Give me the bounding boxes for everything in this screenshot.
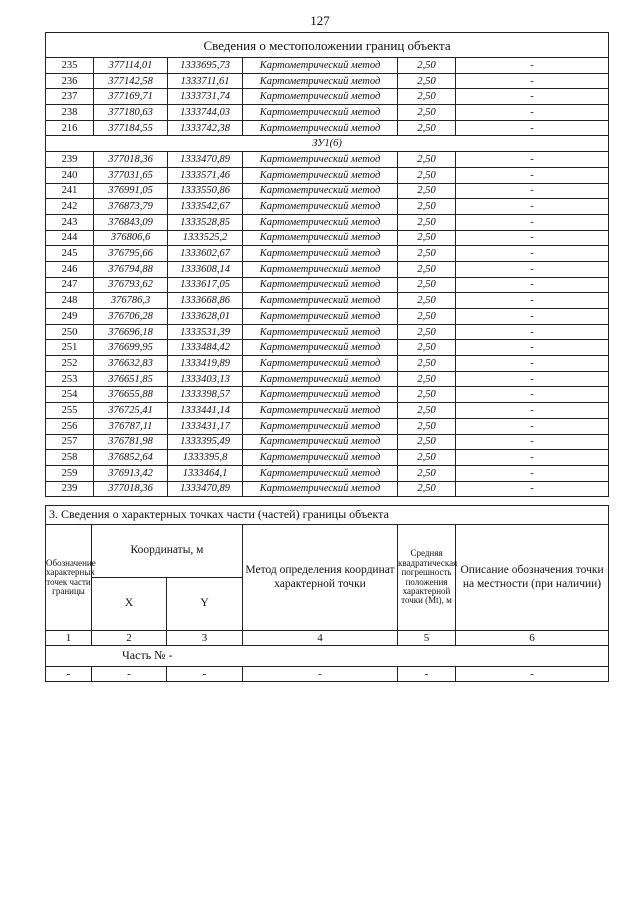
accuracy-cell: 2,50 bbox=[398, 105, 456, 121]
point-number: 258 bbox=[46, 450, 94, 466]
description-cell: - bbox=[456, 387, 609, 403]
point-number: 256 bbox=[46, 418, 94, 434]
accuracy-cell: 2,50 bbox=[398, 434, 456, 450]
method-cell: Картометрический метод bbox=[243, 261, 398, 277]
column-number: 2 bbox=[92, 631, 167, 646]
description-cell: - bbox=[456, 214, 609, 230]
part-label: Часть № - bbox=[46, 646, 609, 667]
accuracy-cell: 2,50 bbox=[398, 277, 456, 293]
point-number: 239 bbox=[46, 152, 94, 168]
table-row bbox=[46, 324, 609, 340]
table-row bbox=[46, 340, 609, 356]
table-row bbox=[46, 105, 609, 121]
accuracy-cell: 2,50 bbox=[398, 152, 456, 168]
column-number: 6 bbox=[456, 631, 609, 646]
coord-y: 1333711,61 bbox=[168, 73, 243, 89]
table-row bbox=[46, 230, 609, 246]
column-number: 1 bbox=[46, 631, 92, 646]
coord-y: 1333550,86 bbox=[168, 183, 243, 199]
method-cell: Картометрический метод bbox=[243, 309, 398, 325]
coord-x: 376725,41 bbox=[94, 403, 168, 419]
accuracy-cell: 2,50 bbox=[398, 246, 456, 262]
coord-x: 376794,88 bbox=[94, 261, 168, 277]
table-row bbox=[46, 246, 609, 262]
description-cell: - bbox=[456, 340, 609, 356]
method-cell: Картометрический метод bbox=[243, 450, 398, 466]
table-row bbox=[46, 199, 609, 215]
accuracy-cell: 2,50 bbox=[398, 309, 456, 325]
header-point-designation: Обозначение характерных точек части границы bbox=[46, 525, 92, 631]
table-row bbox=[46, 434, 609, 450]
point-number: 257 bbox=[46, 434, 94, 450]
coord-y: 1333470,89 bbox=[168, 481, 243, 497]
table-row bbox=[46, 418, 609, 434]
header-description: Описание обозначения точки на местности (при наличии) bbox=[456, 525, 609, 631]
coord-y: 1333525,2 bbox=[168, 230, 243, 246]
description-cell: - bbox=[456, 418, 609, 434]
description-cell: - bbox=[456, 356, 609, 372]
empty-cell: - bbox=[398, 667, 456, 682]
description-cell: - bbox=[456, 481, 609, 497]
accuracy-cell: 2,50 bbox=[398, 371, 456, 387]
table-row bbox=[46, 293, 609, 309]
method-cell: Картометрический метод bbox=[243, 418, 398, 434]
coord-y: 1333617,05 bbox=[168, 277, 243, 293]
table-row bbox=[46, 214, 609, 230]
method-cell: Картометрический метод bbox=[243, 371, 398, 387]
description-cell: - bbox=[456, 183, 609, 199]
empty-cell: - bbox=[46, 667, 92, 682]
method-cell: Картометрический метод bbox=[243, 324, 398, 340]
coord-x: 377180,63 bbox=[94, 105, 168, 121]
point-number: 246 bbox=[46, 261, 94, 277]
accuracy-cell: 2,50 bbox=[398, 89, 456, 105]
coord-x: 377114,01 bbox=[94, 58, 168, 74]
page-number: 127 bbox=[310, 13, 330, 28]
method-cell: Картометрический метод bbox=[243, 434, 398, 450]
method-cell: Картометрический метод bbox=[243, 246, 398, 262]
table-title: Сведения о местоположении границ объекта bbox=[46, 33, 609, 58]
coord-y: 1333464,1 bbox=[168, 465, 243, 481]
coord-x: 376655,88 bbox=[94, 387, 168, 403]
description-cell: - bbox=[456, 230, 609, 246]
description-cell: - bbox=[456, 465, 609, 481]
description-cell: - bbox=[456, 293, 609, 309]
table-row bbox=[46, 152, 609, 168]
point-number: 259 bbox=[46, 465, 94, 481]
method-cell: Картометрический метод bbox=[243, 277, 398, 293]
point-number: 242 bbox=[46, 199, 94, 215]
method-cell: Картометрический метод bbox=[243, 293, 398, 309]
method-cell: Картометрический метод bbox=[243, 199, 398, 215]
coord-x: 377018,36 bbox=[94, 152, 168, 168]
accuracy-cell: 2,50 bbox=[398, 261, 456, 277]
coord-x: 376781,98 bbox=[94, 434, 168, 450]
point-number: 248 bbox=[46, 293, 94, 309]
method-cell: Картометрический метод bbox=[243, 340, 398, 356]
point-number: 249 bbox=[46, 309, 94, 325]
section-title: 3. Сведения о характерных точках части (частей) границы объекта bbox=[46, 506, 609, 525]
coord-x: 376843,09 bbox=[94, 214, 168, 230]
description-cell: - bbox=[456, 324, 609, 340]
coord-x: 377169,71 bbox=[94, 89, 168, 105]
method-cell: Картометрический метод bbox=[243, 356, 398, 372]
description-cell: - bbox=[456, 371, 609, 387]
header-coordinates: Координаты, м bbox=[92, 525, 243, 578]
method-cell: Картометрический метод bbox=[243, 214, 398, 230]
description-cell: - bbox=[456, 120, 609, 136]
coord-x: 376787,11 bbox=[94, 418, 168, 434]
coord-y: 1333470,89 bbox=[168, 152, 243, 168]
coord-x: 376852,64 bbox=[94, 450, 168, 466]
accuracy-cell: 2,50 bbox=[398, 340, 456, 356]
column-number: 3 bbox=[167, 631, 243, 646]
method-cell: Картометрический метод bbox=[243, 183, 398, 199]
point-number: 236 bbox=[46, 73, 94, 89]
accuracy-cell: 2,50 bbox=[398, 214, 456, 230]
coord-y: 1333441,14 bbox=[168, 403, 243, 419]
part-points-table bbox=[45, 505, 609, 682]
coord-y: 1333695,73 bbox=[168, 58, 243, 74]
coord-y: 1333542,67 bbox=[168, 199, 243, 215]
accuracy-cell: 2,50 bbox=[398, 387, 456, 403]
description-cell: - bbox=[456, 246, 609, 262]
coord-y: 1333403,13 bbox=[168, 371, 243, 387]
accuracy-cell: 2,50 bbox=[398, 481, 456, 497]
method-cell: Картометрический метод bbox=[243, 230, 398, 246]
table-row bbox=[46, 277, 609, 293]
coord-y: 1333395,49 bbox=[168, 434, 243, 450]
coord-x: 376696,18 bbox=[94, 324, 168, 340]
method-cell: Картометрический метод bbox=[243, 73, 398, 89]
coord-x: 376786,3 bbox=[94, 293, 168, 309]
header-method: Метод определения координат характерной точки bbox=[243, 525, 398, 631]
point-number: 253 bbox=[46, 371, 94, 387]
coord-x: 376793,62 bbox=[94, 277, 168, 293]
table-row bbox=[46, 89, 609, 105]
accuracy-cell: 2,50 bbox=[398, 183, 456, 199]
coord-y: 1333742,38 bbox=[168, 120, 243, 136]
method-cell: Картометрический метод bbox=[243, 105, 398, 121]
accuracy-cell: 2,50 bbox=[398, 73, 456, 89]
coord-y: 1333419,89 bbox=[168, 356, 243, 372]
coord-x: 376873,79 bbox=[94, 199, 168, 215]
table-row bbox=[46, 261, 609, 277]
point-number: 238 bbox=[46, 105, 94, 121]
header-y: Y bbox=[167, 578, 243, 631]
description-cell: - bbox=[456, 199, 609, 215]
empty-cell: - bbox=[167, 667, 243, 682]
table-row bbox=[46, 183, 609, 199]
column-number: 4 bbox=[243, 631, 398, 646]
table-row bbox=[46, 58, 609, 74]
column-number: 5 bbox=[398, 631, 456, 646]
point-number: 252 bbox=[46, 356, 94, 372]
coord-y: 1333571,46 bbox=[168, 167, 243, 183]
coord-y: 1333608,14 bbox=[168, 261, 243, 277]
table-row bbox=[46, 356, 609, 372]
point-number: 237 bbox=[46, 89, 94, 105]
boundary-points-table bbox=[45, 32, 609, 497]
coord-x: 377031,65 bbox=[94, 167, 168, 183]
accuracy-cell: 2,50 bbox=[398, 199, 456, 215]
accuracy-cell: 2,50 bbox=[398, 450, 456, 466]
table-row bbox=[46, 403, 609, 419]
description-cell: - bbox=[456, 58, 609, 74]
coord-x: 376699,95 bbox=[94, 340, 168, 356]
description-cell: - bbox=[456, 309, 609, 325]
point-number: 243 bbox=[46, 214, 94, 230]
group-label: ЗУ1(6) bbox=[46, 136, 609, 152]
description-cell: - bbox=[456, 152, 609, 168]
point-number: 245 bbox=[46, 246, 94, 262]
description-cell: - bbox=[456, 167, 609, 183]
accuracy-cell: 2,50 bbox=[398, 167, 456, 183]
point-number: 250 bbox=[46, 324, 94, 340]
method-cell: Картометрический метод bbox=[243, 387, 398, 403]
method-cell: Картометрический метод bbox=[243, 58, 398, 74]
coord-x: 376651,85 bbox=[94, 371, 168, 387]
method-cell: Картометрический метод bbox=[243, 167, 398, 183]
method-cell: Картометрический метод bbox=[243, 481, 398, 497]
description-cell: - bbox=[456, 277, 609, 293]
point-number: 254 bbox=[46, 387, 94, 403]
coord-y: 1333744,03 bbox=[168, 105, 243, 121]
table-row bbox=[46, 73, 609, 89]
table-row bbox=[46, 465, 609, 481]
coord-y: 1333628,01 bbox=[168, 309, 243, 325]
method-cell: Картометрический метод bbox=[243, 89, 398, 105]
accuracy-cell: 2,50 bbox=[398, 324, 456, 340]
empty-cell: - bbox=[243, 667, 398, 682]
table-row bbox=[46, 371, 609, 387]
coord-x: 376632,83 bbox=[94, 356, 168, 372]
coord-x: 376991,05 bbox=[94, 183, 168, 199]
description-cell: - bbox=[456, 403, 609, 419]
table-row bbox=[46, 450, 609, 466]
point-number: 247 bbox=[46, 277, 94, 293]
point-number: 240 bbox=[46, 167, 94, 183]
coord-y: 1333668,86 bbox=[168, 293, 243, 309]
coord-x: 376706,28 bbox=[94, 309, 168, 325]
description-cell: - bbox=[456, 261, 609, 277]
accuracy-cell: 2,50 bbox=[398, 418, 456, 434]
coord-y: 1333395,8 bbox=[168, 450, 243, 466]
point-number: 216 bbox=[46, 120, 94, 136]
coord-x: 377142,58 bbox=[94, 73, 168, 89]
coord-y: 1333528,85 bbox=[168, 214, 243, 230]
coord-y: 1333398,57 bbox=[168, 387, 243, 403]
point-number: 241 bbox=[46, 183, 94, 199]
method-cell: Картометрический метод bbox=[243, 120, 398, 136]
header-accuracy: Средняя квадратическая погрешность положения характерной точки (Mt), м bbox=[398, 525, 456, 631]
point-number: 255 bbox=[46, 403, 94, 419]
accuracy-cell: 2,50 bbox=[398, 293, 456, 309]
coord-y: 1333531,39 bbox=[168, 324, 243, 340]
description-cell: - bbox=[456, 450, 609, 466]
method-cell: Картометрический метод bbox=[243, 403, 398, 419]
coord-x: 377184,55 bbox=[94, 120, 168, 136]
coord-x: 377018,36 bbox=[94, 481, 168, 497]
table-row bbox=[46, 481, 609, 497]
coord-x: 376795,66 bbox=[94, 246, 168, 262]
accuracy-cell: 2,50 bbox=[398, 120, 456, 136]
coord-y: 1333431,17 bbox=[168, 418, 243, 434]
coord-y: 1333731,74 bbox=[168, 89, 243, 105]
accuracy-cell: 2,50 bbox=[398, 58, 456, 74]
point-number: 251 bbox=[46, 340, 94, 356]
header-x: X bbox=[92, 578, 167, 631]
table-row bbox=[46, 120, 609, 136]
empty-cell: - bbox=[92, 667, 167, 682]
table-row bbox=[46, 167, 609, 183]
description-cell: - bbox=[456, 89, 609, 105]
coord-x: 376806,6 bbox=[94, 230, 168, 246]
point-number: 244 bbox=[46, 230, 94, 246]
point-number: 235 bbox=[46, 58, 94, 74]
table-row bbox=[46, 309, 609, 325]
method-cell: Картометрический метод bbox=[243, 152, 398, 168]
method-cell: Картометрический метод bbox=[243, 465, 398, 481]
description-cell: - bbox=[456, 105, 609, 121]
empty-cell: - bbox=[456, 667, 609, 682]
accuracy-cell: 2,50 bbox=[398, 356, 456, 372]
description-cell: - bbox=[456, 434, 609, 450]
coord-y: 1333484,42 bbox=[168, 340, 243, 356]
description-cell: - bbox=[456, 73, 609, 89]
table-row bbox=[46, 387, 609, 403]
point-number: 239 bbox=[46, 481, 94, 497]
accuracy-cell: 2,50 bbox=[398, 403, 456, 419]
coord-y: 1333602,67 bbox=[168, 246, 243, 262]
coord-x: 376913,42 bbox=[94, 465, 168, 481]
accuracy-cell: 2,50 bbox=[398, 230, 456, 246]
accuracy-cell: 2,50 bbox=[398, 465, 456, 481]
